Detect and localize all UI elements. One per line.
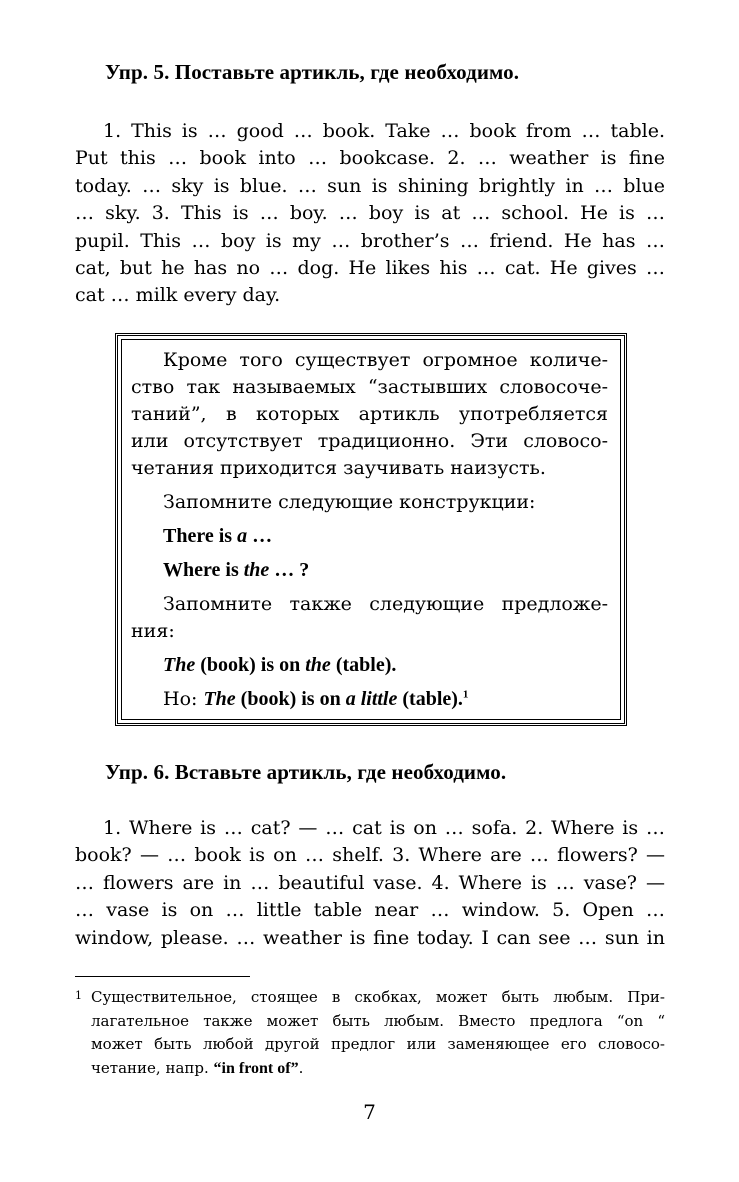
text-line: … vase is on … little table near … window. 5. Open … <box>75 899 665 922</box>
text-line: book? — … book is on … shelf. 3. Where are … flowers? — <box>75 844 665 867</box>
remember-sentences: Запомните также следующие предложе- <box>163 593 608 615</box>
footnote-ref[interactable]: 1 <box>462 688 469 701</box>
exercise-6-text <box>75 815 665 952</box>
text-line: cat, but he has no … dog. He likes his … cat. He gives … <box>75 257 665 280</box>
box-text-line: таний”, в которых артикль употребляется <box>131 403 608 425</box>
remember-sentences-cont: ния: <box>131 620 175 642</box>
footnote-mark: 1 <box>75 989 82 1002</box>
box-text-line: или отсутствует традиционно. Эти словосо- <box>131 430 608 452</box>
sentence-a-little-table: Но: The (book) is on a little (table).$^1$ <box>163 688 469 710</box>
text-line: pupil. This … boy is my … brother’s … friend. He has … <box>75 229 665 252</box>
text-line: window, please. … weather is fine today. I can see … sun in <box>75 926 665 949</box>
box-text-line: Кроме того существует огромное количе- <box>163 349 608 371</box>
construction-where-is: Where is the … ? <box>163 559 310 581</box>
text-line: … flowers are in … beautiful vase. 4. Where is … vase? — <box>75 871 665 894</box>
box-text-line: ство так называемых “застывших словосоче- <box>131 376 608 398</box>
footnote-line: Существительное, стоящее в скобках, может быть любым. При- <box>91 988 665 1006</box>
remember-constructions: Запомните следующие конструкции: <box>163 491 536 513</box>
footnote-divider <box>75 976 250 977</box>
exercise-5-heading: Упр. 5. Поставьте артикль, где необходимо. <box>105 60 520 84</box>
footnote-line: четание, напр. “in front of”. <box>91 1058 304 1077</box>
text-line: today. … sky is blue. … sun is shining brightly in … blue <box>75 174 665 197</box>
footnote <box>75 986 665 1080</box>
rule-box-content <box>131 347 608 713</box>
text-line: 1. This is … good … book. Take … book from … table. <box>103 120 665 142</box>
text-line: Put this … book into … bookcase. 2. … weather is fine <box>75 147 665 170</box>
page-number: 7 <box>363 1100 376 1124</box>
sentence-the-table: The (book) is on the (table). <box>163 654 397 676</box>
footnote-line: лагательное также может быть любым. Вместо предлога “on “ <box>91 1011 665 1030</box>
box-text-line: четания приходится заучивать наизусть. <box>131 457 546 479</box>
exercise-6-heading: Упр. 6. Вставьте артикль, где необходимо. <box>105 760 507 784</box>
exercise-5-text <box>75 118 665 310</box>
text-line: cat … milk every day. <box>75 284 281 307</box>
text-line: … sky. 3. This is … boy. … boy is at … school. He is … <box>75 202 665 225</box>
rule-box <box>115 333 627 726</box>
construction-there-is: There is a … <box>163 525 273 547</box>
footnote-line: может быть любой другой предлог или заменяющее его словосо- <box>91 1035 665 1053</box>
text-line: 1. Where is … cat? — … cat is on … sofa. 2. Where is … <box>103 817 665 839</box>
